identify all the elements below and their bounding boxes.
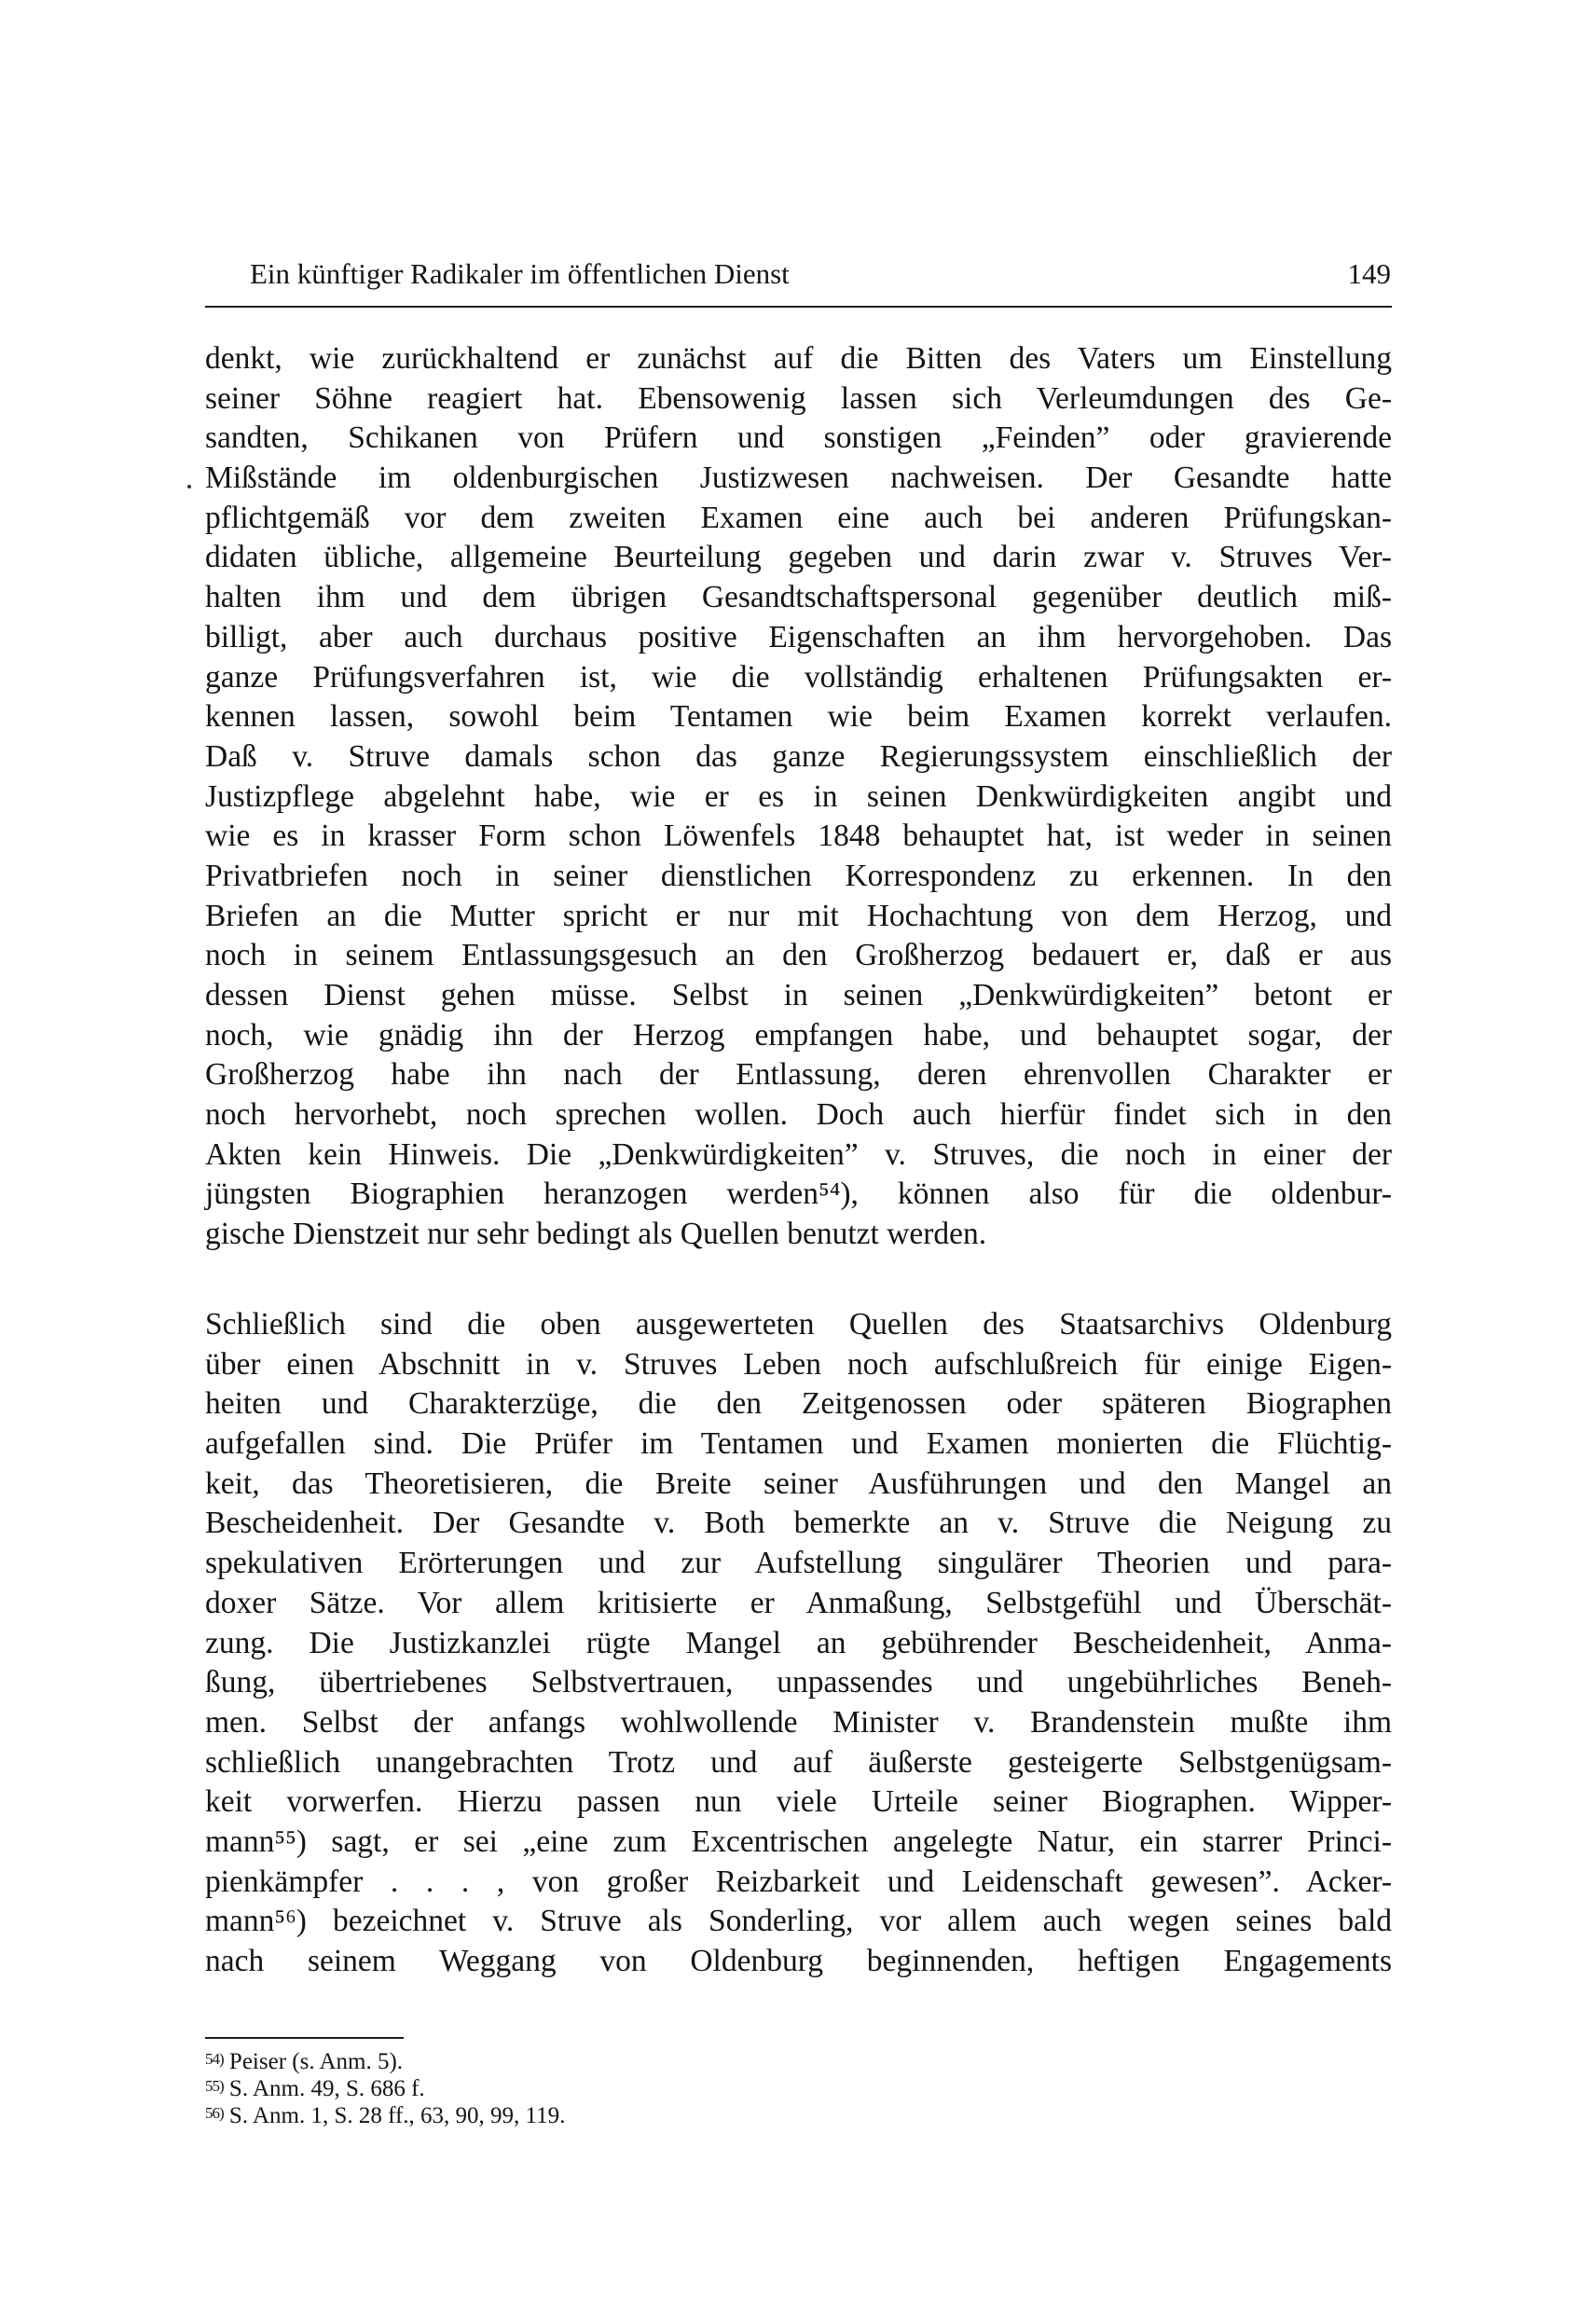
text-line: nach seinem Weggang von Oldenburg beginnenden, heftigen Engagements — [205, 1944, 1392, 1978]
footnote-text: S. Anm. 1, S. 28 ff., 63, 90, 99, 119. — [228, 2103, 566, 2128]
text-line: heiten und Charakterzüge, die den Zeitgenossen oder späteren Biographen — [205, 1386, 1392, 1422]
text-line: Bescheidenheit. Der Gesandte v. Both bemerkte an v. Struve die Neigung zu — [205, 1506, 1392, 1541]
running-head — [205, 254, 1392, 300]
text-line: mann⁵⁵) sagt, er sei „eine zum Excentrischen angelegte Natur, ein starrer Princi- — [205, 1823, 1392, 1859]
text-line: seiner Söhne reagiert hat. Ebensowenig lassen sich Verleumdungen des Ge- — [205, 380, 1392, 416]
text-line: Daß v. Struve damals schon das ganze Regierungssystem einschließlich der — [205, 738, 1392, 774]
footnote-rule — [205, 2037, 404, 2039]
text-line: jüngsten Biographien heranzogen werden⁵⁴), können also für die oldenbur- — [205, 1177, 1392, 1212]
footnote-mark: 56) — [205, 2104, 224, 2122]
text-line: men. Selbst der anfangs wohlwollende Minister v. Brandenstein mußte ihm — [205, 1704, 1392, 1740]
paragraph-1 — [205, 339, 1392, 1255]
footnote-56 — [205, 2099, 1044, 2126]
text-line: Privatbriefen noch in seiner dienstlichen Korrespondenz zu erkennen. In den — [205, 858, 1392, 893]
text-line: pflichtgemäß vor dem zweiten Examen eine auch bei anderen Prüfungskan- — [205, 500, 1392, 535]
text-line: pienkämpfer . . . , von großer Reizbarkeit und Leidenschaft gewesen”. Acker- — [205, 1864, 1392, 1899]
footnote-55 — [205, 2072, 1044, 2099]
text-line: schließlich unangebrachten Trotz und auf äußerste gesteigerte Selbstgenügsam- — [205, 1744, 1392, 1780]
text-line: zung. Die Justizkanzlei rügte Mangel an gebührender Bescheidenheit, Anma- — [205, 1625, 1392, 1660]
text-line: Justizpflege abgelehnt habe, wie er es in seinen Denkwürdigkeiten angibt und — [205, 778, 1392, 814]
text-line: ßung, übertriebenes Selbstvertrauen, unpassendes und ungebührliches Beneh- — [205, 1665, 1392, 1700]
text-line: Akten kein Hinweis. Die „Denkwürdigkeiten” v. Struves, die noch in einer der — [205, 1136, 1392, 1172]
text-line: dessen Dienst gehen müsse. Selbst in seinen „Denkwürdigkeiten” betont er — [205, 978, 1392, 1012]
text-line: mann⁵⁶) bezeichnet v. Struve als Sonderling, vor allem auch wegen seines bald — [205, 1904, 1392, 1939]
paragraph-2 — [205, 1305, 1392, 1982]
page-number: 149 — [1347, 257, 1391, 290]
text-line: denkt, wie zurückhaltend er zunächst auf die Bitten des Vaters um Einstellung — [205, 341, 1392, 376]
text-line: gische Dienstzeit nur sehr bedingt als Quellen benutzt werden. — [205, 1217, 987, 1252]
text-line: keit, das Theoretisieren, die Breite seiner Ausführungen und den Mangel an — [205, 1466, 1392, 1501]
text-line: wie es in krasser Form schon Löwenfels 1848 behauptet hat, ist weder in seinen — [205, 819, 1392, 854]
footnote-text: S. Anm. 49, S. 686 f. — [228, 2076, 425, 2101]
footnote-text: Peiser (s. Anm. 5). — [228, 2049, 404, 2074]
running-title: Ein künftiger Radikaler im öffentlichen Dienst — [250, 257, 790, 290]
text-line: Briefen an die Mutter spricht er nur mit Hochachtung von dem Herzog, und — [205, 898, 1392, 933]
text-line: über einen Abschnitt in v. Struves Leben noch aufschlußreich für einige Eigen- — [205, 1346, 1392, 1382]
text-line: doxer Sätze. Vor allem kritisierte er Anmaßung, Selbstgefühl und Überschät- — [205, 1585, 1392, 1620]
footnotes — [205, 2045, 1044, 2126]
text-line: noch, wie gnädig ihn der Herzog empfangen habe, und behauptet sogar, der — [205, 1017, 1392, 1053]
text-line: aufgefallen sind. Die Prüfer im Tentamen und Examen monierten die Flüchtig- — [205, 1426, 1392, 1462]
text-line: keit vorwerfen. Hierzu passen nun viele Urteile seiner Biographen. Wipper- — [205, 1784, 1392, 1820]
text-line: sandten, Schikanen von Prüfern und sonstigen „Feinden” oder gravierende — [205, 420, 1392, 456]
text-line: Schließlich sind die oben ausgewerteten Quellen des Staatsarchivs Oldenburg — [205, 1307, 1392, 1342]
text-line: Mißstände im oldenburgischen Justizwesen nachweisen. Der Gesandte hatte — [205, 461, 1392, 496]
margin-mark — [187, 485, 191, 489]
text-line: billigt, aber auch durchaus positive Eigenschaften an ihm hervorgehoben. Das — [205, 619, 1392, 654]
text-line: spekulativen Erörterungen und zur Aufstellung singulärer Theorien und para- — [205, 1546, 1392, 1581]
text-line: didaten übliche, allgemeine Beurteilung gegeben und darin zwar v. Struves Ver- — [205, 540, 1392, 575]
header-rule — [205, 306, 1392, 308]
text-line: noch in seinem Entlassungsgesuch an den Großherzog bedauert er, daß er aus — [205, 938, 1392, 973]
text-line: Großherzog habe ihn nach der Entlassung, deren ehrenvollen Charakter er — [205, 1057, 1392, 1093]
footnote-54 — [205, 2045, 1044, 2072]
footnote-mark: 55) — [205, 2077, 224, 2095]
text-line: noch hervorhebt, noch sprechen wollen. Doch auch hierfür findet sich in den — [205, 1097, 1392, 1133]
text-line: halten ihm und dem übrigen Gesandtschaftspersonal gegenüber deutlich miß- — [205, 580, 1392, 615]
text-line: ganze Prüfungsverfahren ist, wie die vollständig erhaltenen Prüfungsakten er- — [205, 659, 1392, 695]
footnote-mark: 54) — [205, 2050, 224, 2068]
text-line: kennen lassen, sowohl beim Tentamen wie beim Examen korrekt verlaufen. — [205, 699, 1392, 735]
